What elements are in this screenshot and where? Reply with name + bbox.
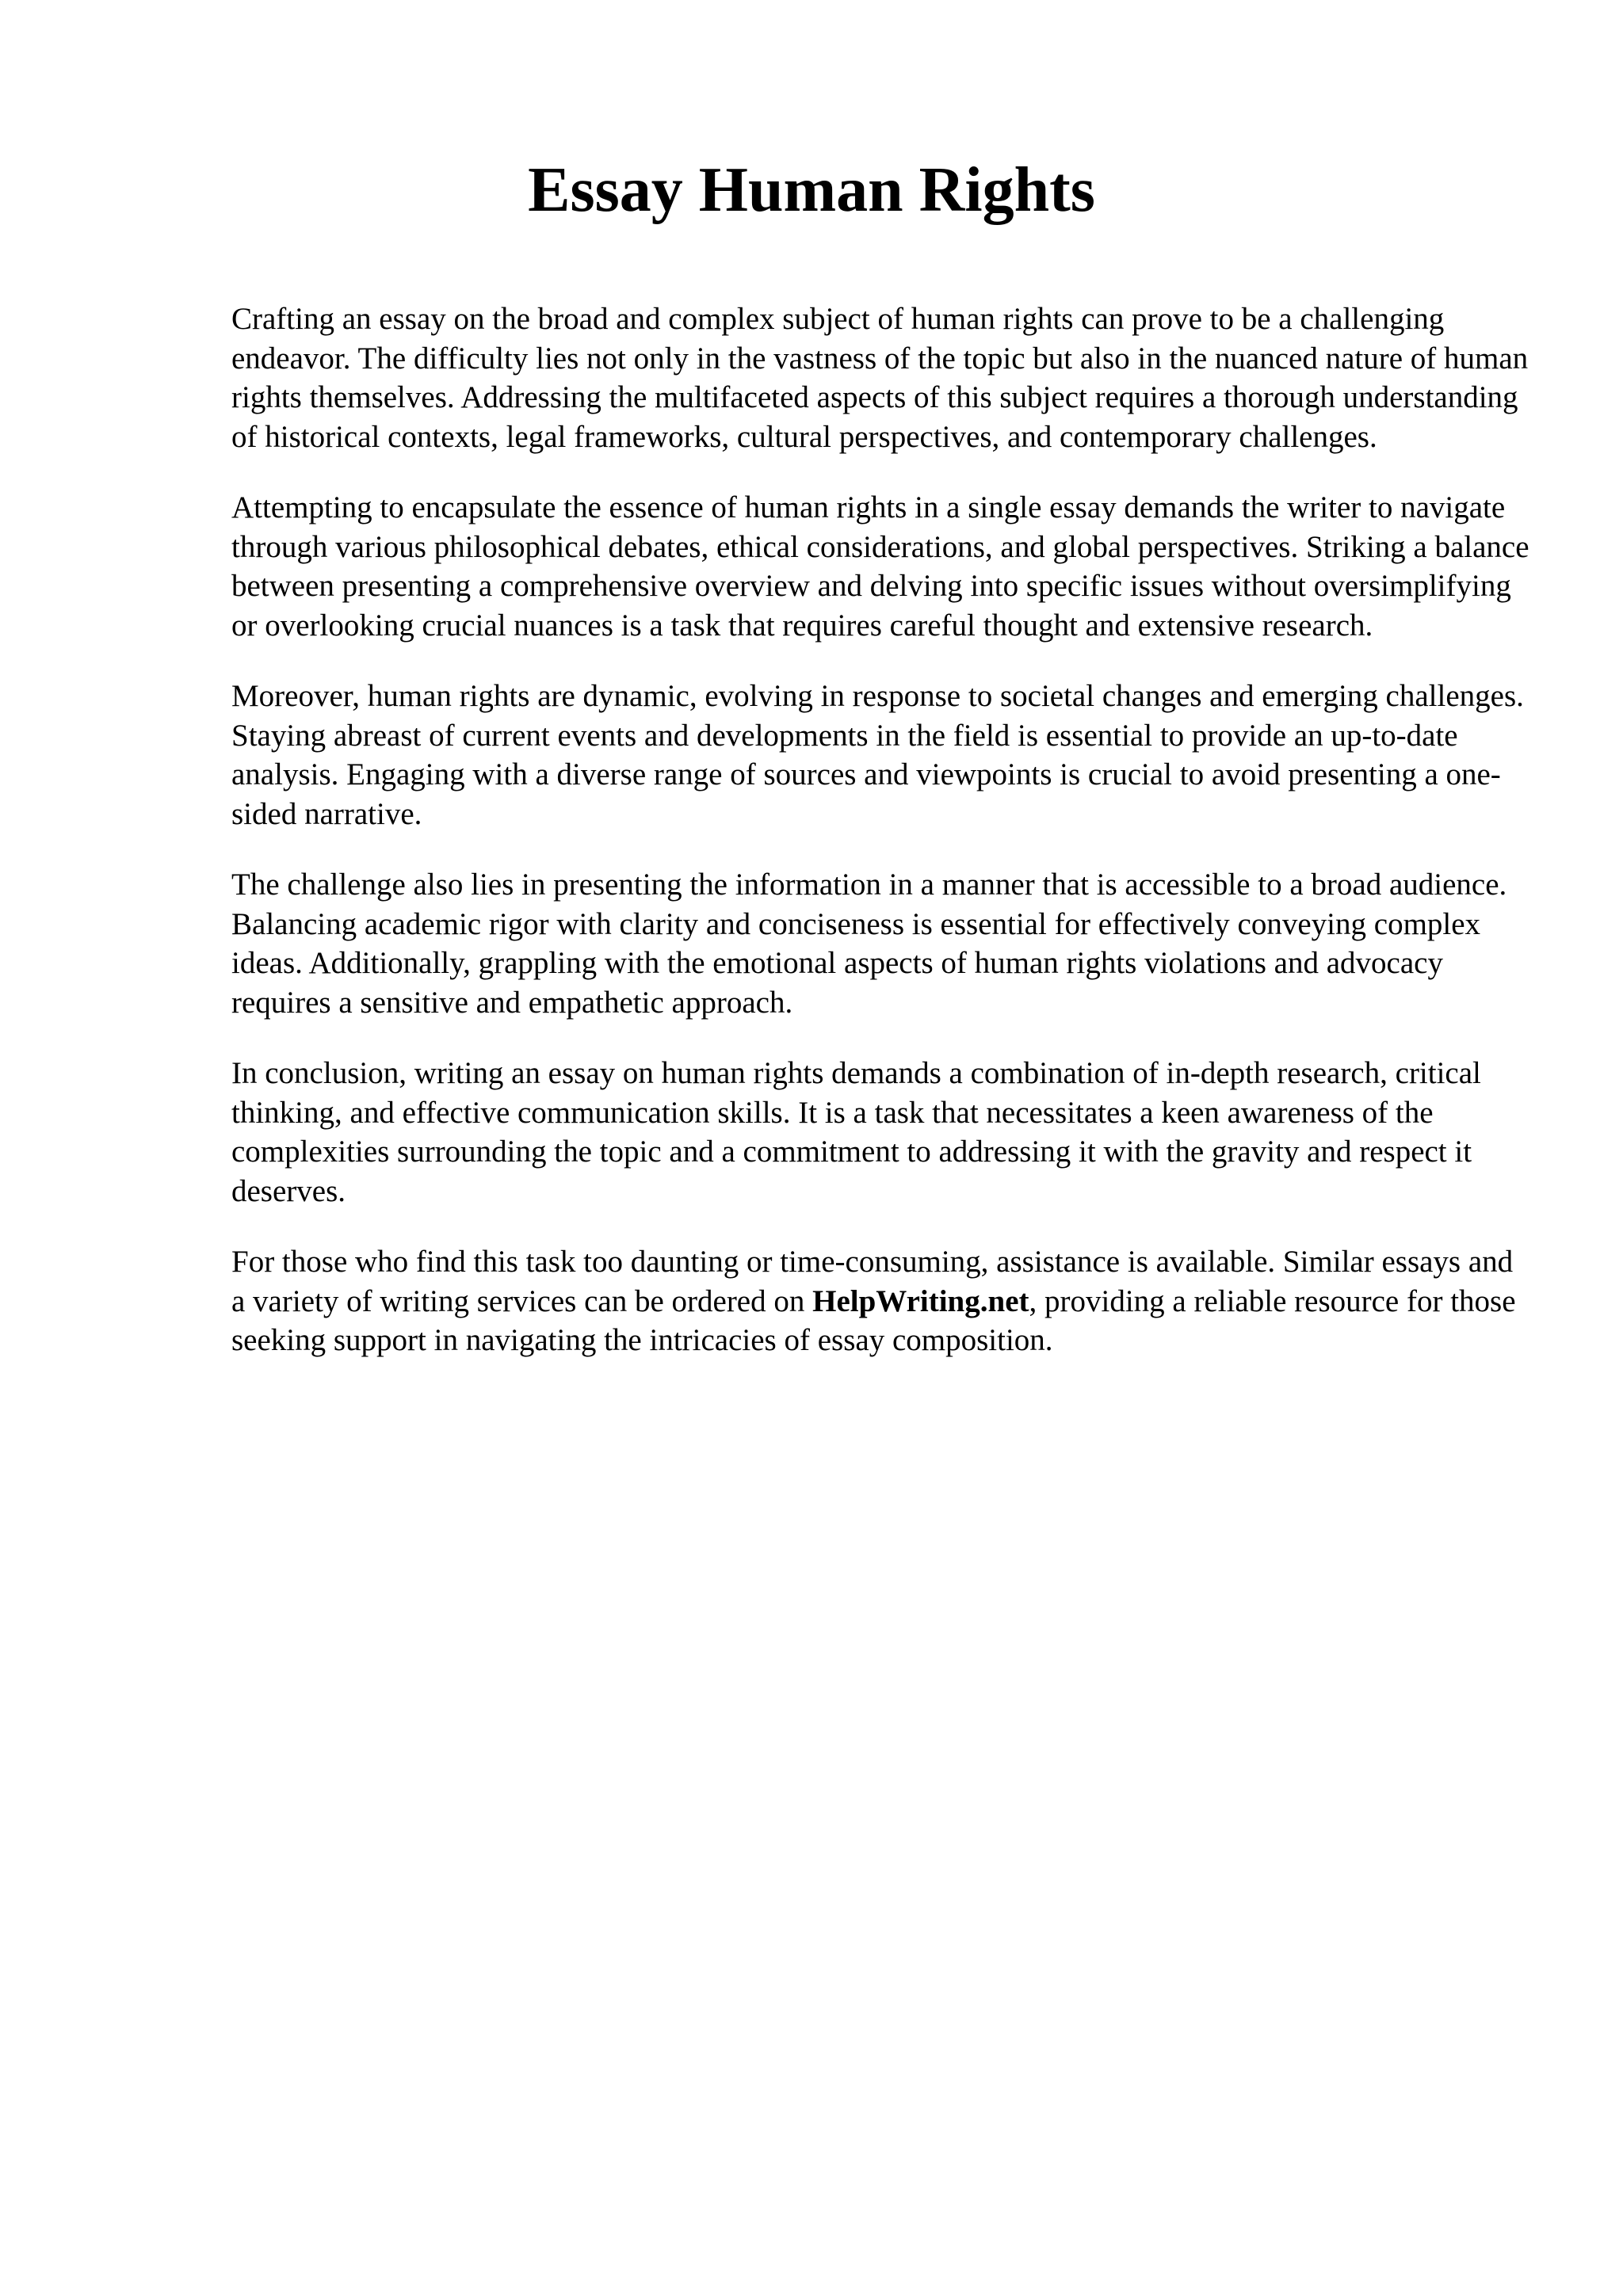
essay-body <box>231 299 1531 1392</box>
helpwriting-link[interactable]: HelpWriting.net <box>812 1283 1029 1318</box>
paragraph-6-after: , providing a reliable resource for those seeking support in navigating the intricacies of essay composition. <box>231 1283 1516 1357</box>
paragraph-6 <box>231 1242 1531 1360</box>
paragraph-6-before: For those who find this task too daunting or time-consuming, assistance is available. Similar essays and a variety of writing services can be ordered on <box>231 1245 1514 1318</box>
paragraph-2: Attempting to encapsulate the essence of human rights in a single essay demands the writer to navigate through various philosophical debates, ethical considerations, and global perspectives. Striking a balance between presenting a comprehensive overview and delving into specific issues without oversimplifying or overlooking crucial nuances is a task that requires careful thought and extensive research. <box>231 490 1529 643</box>
page-title: Essay Human Rights <box>528 155 1095 225</box>
paragraph-4: The challenge also lies in presenting the information in a manner that is accessible to a broad audience. Balancing academic rigor with clarity and conciseness is essential for effectively conveying complex ideas. Additionally, grappling with the emotional aspects of human rights violations and advocacy requires a sensitive and empathetic approach. <box>231 868 1507 1020</box>
paragraph-1: Crafting an essay on the broad and complex subject of human rights can prove to be a challenging endeavor. The difficulty lies not only in the vastness of the topic but also in the nuanced nature of human rights themselves. Addressing the multifaceted aspects of this subject requires a thorough understanding of historical contexts, legal frameworks, cultural perspectives, and contemporary challenges. <box>231 302 1529 454</box>
paragraph-5: In conclusion, writing an essay on human rights demands a combination of in-depth research, critical thinking, and effective communication skills. It is a task that necessitates a keen awareness of the complexities surrounding the topic and a commitment to addressing it with the gravity and respect it deserves. <box>231 1056 1481 1208</box>
paragraph-3: Moreover, human rights are dynamic, evolving in response to societal changes and emerging challenges. Staying abreast of current events and developments in the field is essential to provide an up-to-date analysis. Engaging with a diverse range of sources and viewpoints is crucial to avoid presenting a one-sided narrative. <box>231 679 1524 831</box>
